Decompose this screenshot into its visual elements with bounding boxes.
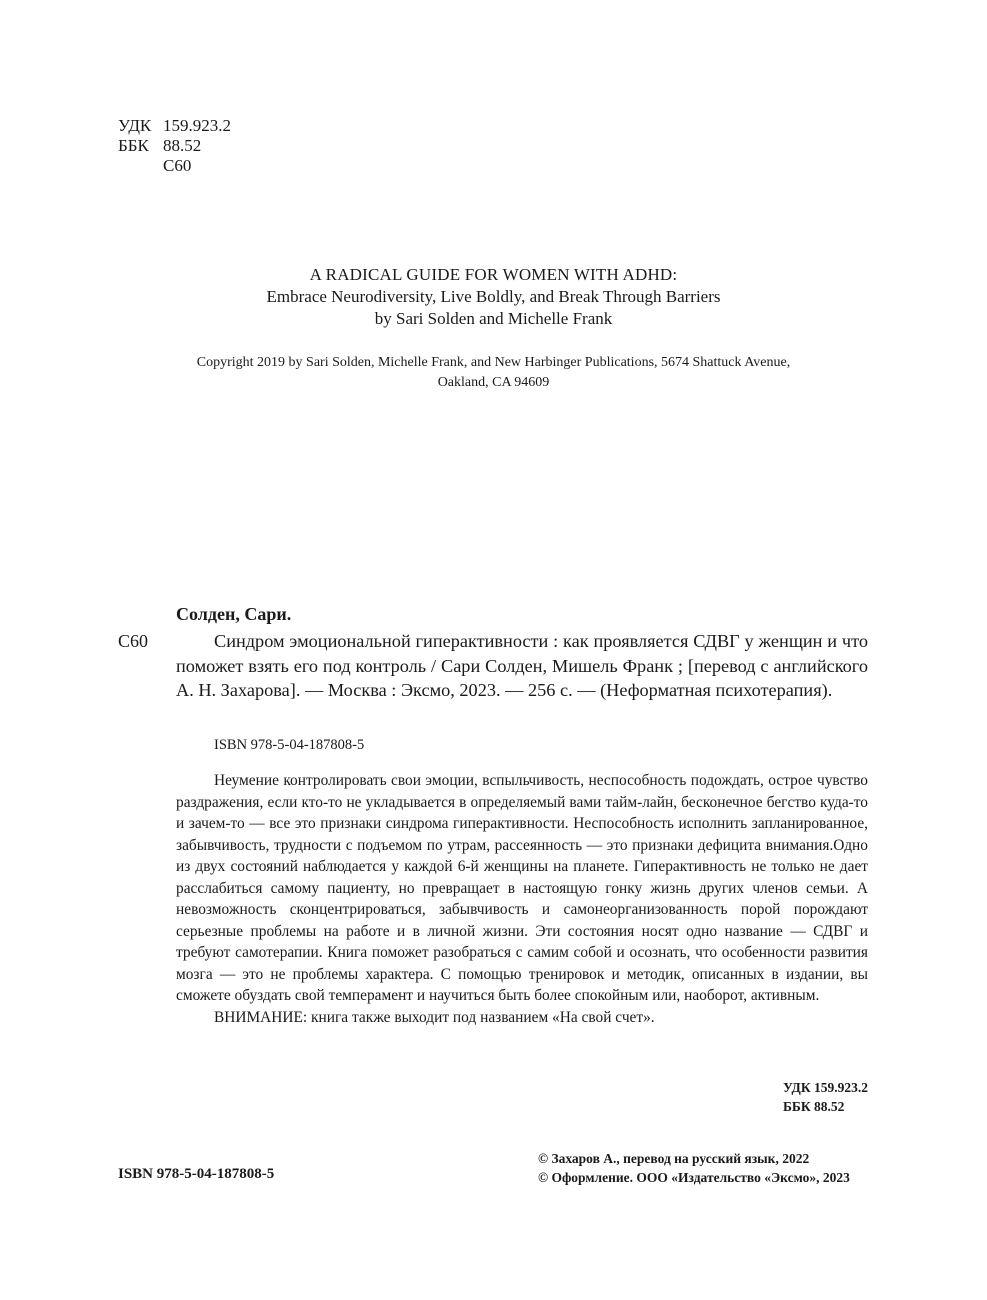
footer-copyrights: [538, 1149, 850, 1187]
bbk-label: ББК: [118, 136, 149, 155]
original-title-block: [0, 264, 987, 330]
copyright-translation: © Захаров А., перевод на русский язык, 2022: [538, 1151, 810, 1166]
annotation: [176, 770, 868, 1028]
annotation-text: Неумение контролировать свои эмоции, вспыльчивость, неспособность подождать, острое чувство раздражения, если кто-то не укладывается в определяемый вами тайм-лайн, бесконечное бегство куда-то и зачем-то — все это признаки синдрома гиперактивности. Неспособность исполнить запланированное, забывчивость, трудности с подъемом по утрам, рассеянность — это признаки дефицита внимания.Одно из двух состояний наблюдается у каждой 6-й женщины на планете. Гиперактивность не только не дает расслабиться самому пациенту, но превращает в настоящую гонку жизнь других членов семьи. А невозможность сконцентрироваться, забывчивость и самонеорганизованность порой порождают серьезные проблемы на работе и в личной жизни. Эти состояния носят одно название — СДВГ и требуют самотерапии. Книга поможет разобраться с самим собой и осознать, что особенности развития мозга — это не проблемы характера. С помощью тренировок и методик, описанных в издании, вы сможете обуздать свой темперамент и научиться быть более спокойным или, наоборот, активным.: [176, 772, 868, 1004]
original-copyright: [140, 353, 847, 393]
udk-right: УДК 159.923.2: [783, 1080, 868, 1095]
codes-right: [783, 1078, 868, 1116]
card-author: Солден, Сари.: [176, 604, 292, 624]
footer-isbn: ISBN 978-5-04-187808-5: [118, 1166, 275, 1182]
original-subtitle: Embrace Neurodiversity, Live Boldly, and Break Through Barriers: [266, 287, 721, 306]
copyright-design: © Оформление. ООО «Издательство «Эксмо», 2023: [538, 1170, 850, 1185]
bbk-row: [118, 136, 231, 156]
card-isbn: ISBN 978-5-04-187808-5: [214, 737, 365, 753]
author-sign: С60: [163, 156, 192, 175]
original-copyright-line1: Copyright 2019 by Sari Solden, Michelle Frank, and New Harbinger Publications, 5674 Shattuck Avenue,: [196, 355, 791, 370]
classification-codes: [118, 116, 231, 176]
original-copyright-line2: Oakland, CA 94609: [437, 375, 550, 390]
bbk-right: ББК 88.52: [783, 1099, 845, 1114]
bbk-value: 88.52: [163, 136, 202, 155]
udk-row: [118, 116, 231, 136]
card-description: Синдром эмоциональной гиперактивности : как проявляется СДВГ у женщин и что поможет взять его под контроль / Сари Солден, Мишель Франк ; [перевод с английского А. Н. Захарова]. — Москва : Эксмо, 2023. — 256 с. — (Неформатная психотерапия).: [176, 631, 868, 700]
original-title: A RADICAL GUIDE FOR WOMEN WITH ADHD:: [309, 265, 678, 284]
card-cutter: С60: [118, 631, 149, 651]
original-authors: by Sari Solden and Michelle Frank: [374, 309, 613, 328]
udk-value: 159.923.2: [163, 116, 231, 135]
annotation-notice: ВНИМАНИЕ: книга также выходит под названием «На свой счет».: [214, 1008, 655, 1026]
udk-label: УДК: [118, 116, 152, 135]
